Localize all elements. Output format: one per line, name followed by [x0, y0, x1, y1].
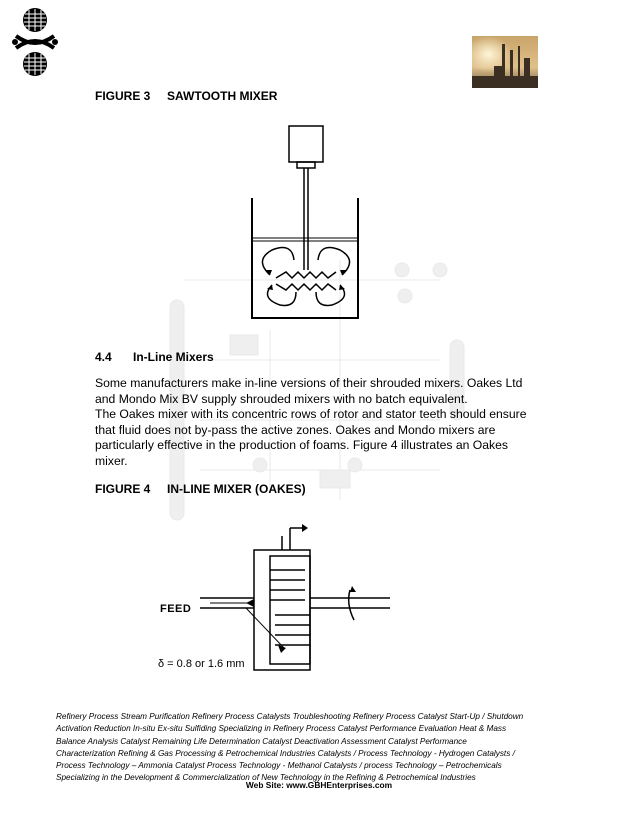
section-number: 4.4: [95, 350, 112, 364]
figure-3-label: FIGURE 3: [95, 89, 151, 103]
figure-4-heading: [95, 482, 306, 496]
body-line: that fluid does not by-pass the active zones. Oakes and Mondo mixers are: [95, 422, 496, 437]
company-logo: [10, 6, 60, 78]
footer-services: [56, 711, 576, 785]
figure-4-label: FIGURE 4: [95, 482, 151, 496]
inline-mixer-diagram: [150, 520, 400, 680]
body-paragraph: [95, 376, 565, 470]
section-title: In-Line Mixers: [133, 350, 214, 364]
footer-line: Activation Reduction In-situ Ex-situ Sulfiding Specializing in Refinery Process Catalyst Performance Evaluation Heat & Mass: [56, 724, 507, 734]
sawtooth-mixer-diagram: [232, 120, 372, 320]
body-line: particularly effective in the production of foams. Figure 4 illustrates an Oakes: [95, 438, 509, 453]
figure-3-heading: [95, 89, 277, 103]
figure-4-title: IN-LINE MIXER (OAKES): [167, 482, 306, 496]
footer-line: Balance Analysis Catalyst Remaining Life Determination Catalyst Deactivation Assessment Catalyst Performance: [56, 736, 467, 746]
feed-label: FEED: [160, 603, 192, 615]
body-line: mixer.: [95, 453, 128, 468]
gap-label: δ = 0.8 or 1.6 mm: [158, 658, 245, 670]
body-line: The Oakes mixer with its concentric rows of rotor and stator teeth should ensure: [95, 407, 527, 422]
refinery-photo: [472, 36, 538, 88]
footer-line: Refinery Process Stream Purification Refinery Process Catalysts Troubleshooting Refinery Process Catalyst Start-Up / Shutdown: [56, 712, 524, 721]
footer-line: Specializing in the Development & Commercialization of New Technology in the Refining & Petrochemical Industries: [56, 773, 476, 783]
body-line: and Mondo Mix BV supply shrouded mixers with no batch equivalent.: [95, 391, 468, 406]
footer-line: Process Technology – Ammonia Catalyst Process Technology - Methanol Catalysts / process Technology – Petrochemicals: [56, 761, 502, 771]
figure-3-title: SAWTOOTH MIXER: [167, 89, 278, 103]
section-4-4-heading: [95, 350, 214, 364]
footer-line: Characterization Refining & Gas Processing & Petrochemical Industries Catalysts / Process Technology - Hydrogen Catalysts /: [56, 748, 515, 758]
body-line: Some manufacturers make in-line versions of their shrouded mixers. Oakes Ltd: [95, 376, 523, 390]
website-link[interactable]: Web Site: www.GBHEnterprises.com: [245, 780, 393, 790]
